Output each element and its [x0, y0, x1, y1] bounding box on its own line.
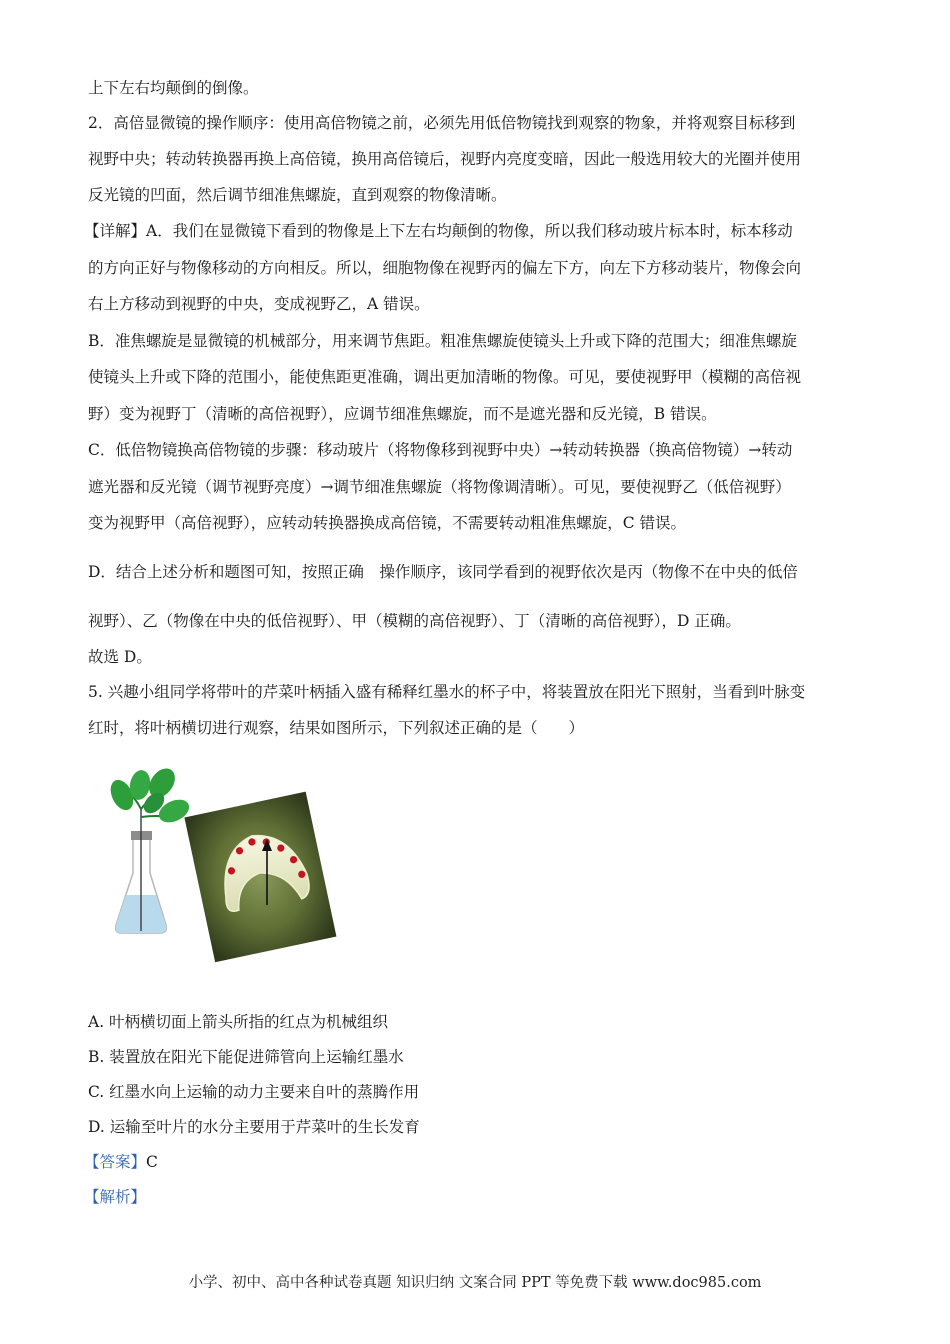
text-line-16: 故选 D。 — [88, 648, 152, 666]
page-footer: 小学、初中、高中各种试卷真题 知识归纳 文案合同 PPT 等免费下载 www.doc985.com — [188, 1275, 762, 1291]
text-line-5 — [84, 221, 859, 241]
analysis-tag: 【解析】 — [84, 1188, 147, 1206]
detail-text: A．我们在显微镜下看到的物像是上下左右均颠倒的物像，所以我们移动玻片标本时，标本移动 — [146, 222, 793, 240]
text-line-14: D．结合上述分析和题图可知，按照正确 操作顺序，该同学看到的视野依次是丙（物像不在中央的低倍 — [88, 563, 798, 581]
flask-and-cross-section-illustration — [100, 765, 360, 965]
text-line-8: B．准焦螺旋是显微镜的机械部分，用来调节焦距。粗准焦螺旋使镜头上升或下降的范围大；细准焦螺旋 — [88, 332, 797, 350]
option-b: B. 装置放在阳光下能促进筛管向上运输红墨水 — [88, 1048, 404, 1066]
question-5-line-2: 红时，将叶柄横切进行观察，结果如图所示，下列叙述正确的是（ ） — [88, 719, 585, 737]
answer-value: C — [146, 1153, 158, 1171]
text-line-2: 2．高倍显微镜的操作顺序：使用高倍物镜之前，必须先用低倍物镜找到观察的物象，并将观察目标移到 — [88, 114, 796, 132]
question-5-line-1: 5. 兴趣小组同学将带叶的芹菜叶柄插入盛有稀释红墨水的杯子中，将装置放在阳光下照射，当看到叶脉变 — [88, 683, 806, 701]
option-c: C. 红墨水向上运输的动力主要来自叶的蒸腾作用 — [88, 1083, 420, 1101]
text-line-13: 变为视野甲（高倍视野），应转动转换器换成高倍镜，不需要转动粗准焦螺旋，C 错误。 — [88, 514, 687, 532]
text-line-12: 遮光器和反光镜（调节视野亮度）→调节细准焦螺旋（将物像调清晰）。可见，要使视野乙（低倍视野） — [88, 478, 791, 496]
text-line-11: C．低倍物镜换高倍物镜的步骤：移动玻片（将物像移到视野中央）→转动转换器（换高倍物镜）→转动 — [88, 441, 793, 459]
text-line-10: 野）变为视野丁（清晰的高倍视野），应调节细准焦螺旋，而不是遮光器和反光镜，B 错误。 — [88, 405, 717, 423]
answer-tag: 【答案】 — [84, 1153, 147, 1171]
text-line-6: 的方向正好与物像移动的方向相反。所以，细胞物像在视野丙的偏左下方，向左下方移动装片，物像会向 — [88, 259, 802, 277]
petiole-cross-section-photo — [184, 792, 336, 963]
text-line-3: 视野中央；转动转换器再换上高倍镜，换用高倍镜后，视野内亮度变暗，因此一般选用较大的光圈并使用 — [88, 150, 802, 168]
text-line-7: 右上方移动到视野的中央，变成视野乙，A 错误。 — [88, 295, 430, 313]
flask-icon — [116, 809, 167, 933]
option-d: D. 运输至叶片的水分主要用于芹菜叶的生长发育 — [88, 1118, 420, 1136]
text-line-1: 上下左右均颠倒的倒像。 — [88, 79, 259, 97]
option-a: A. 叶柄横切面上箭头所指的红点为机械组织 — [88, 1013, 389, 1031]
text-line-4: 反光镜的凹面，然后调节细准焦螺旋，直到观察的物像清晰。 — [88, 186, 507, 204]
answer-line — [84, 1152, 859, 1172]
text-line-9: 使镜头上升或下降的范围小，能使焦距更准确，调出更加清晰的物像。可见，要使视野甲（模糊的高倍视 — [88, 368, 802, 386]
detail-tag: 【详解】 — [84, 222, 147, 240]
leaf-icon — [106, 765, 193, 827]
celery-experiment-figure — [100, 765, 360, 965]
text-line-15: 视野）、乙（物像在中央的低倍视野）、甲（模糊的高倍视野）、丁（清晰的高倍视野），D 正确。 — [88, 612, 741, 630]
